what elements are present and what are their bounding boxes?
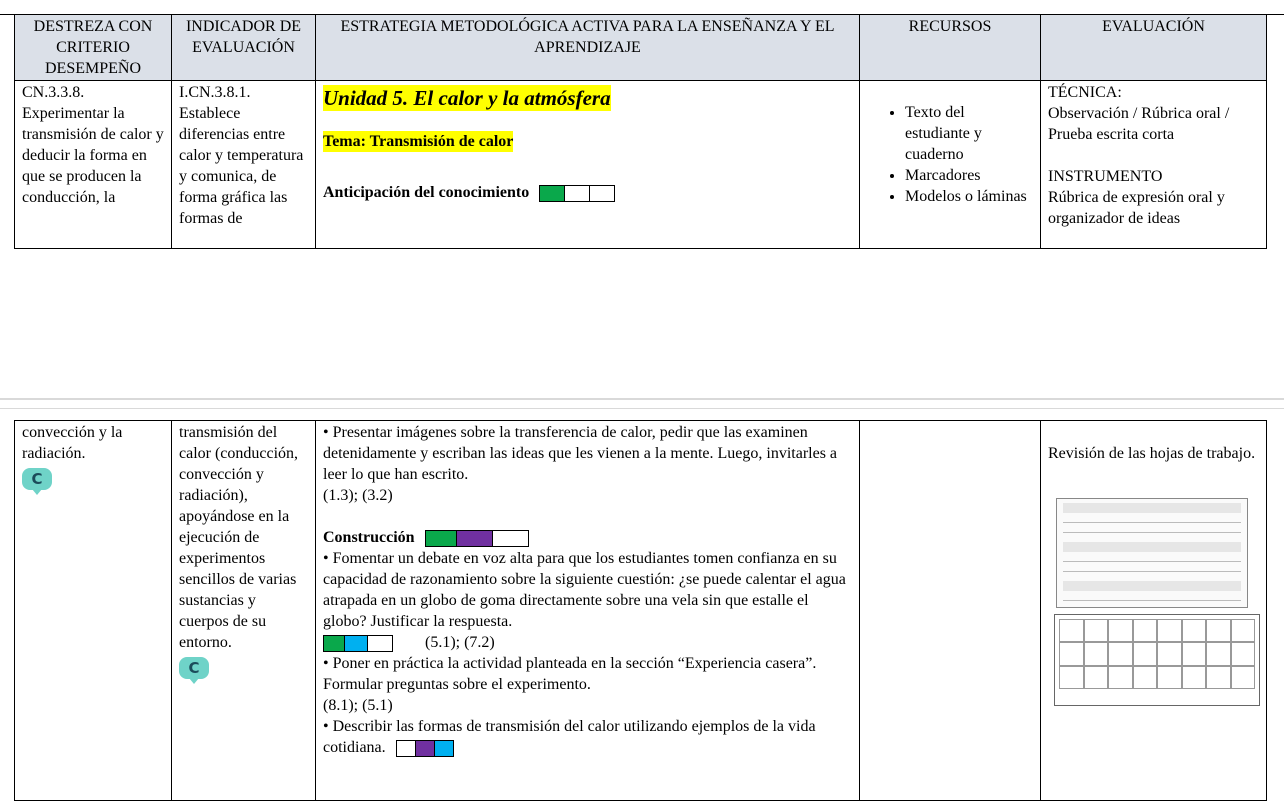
page-break-line [0,408,1284,409]
content-row-1 [15,81,1267,249]
activity-images: • Presentar imágenes sobre la transferencia de calor, pedir que las examinen detenidamente y escriban las ideas que les vienen a la mente. Luego, invitarles a leer lo que han escrito. [323,424,838,483]
topic-title: Tema: Transmisión de calor [323,133,514,150]
resource-item: • Modelos o láminas [905,186,1033,207]
lesson-plan-table-top [14,14,1267,249]
resource-item: • Marcadores [905,165,1033,186]
indicador-cell: I.CN.3.8.1. Establece diferencias entre calor y temperatura y comunica, de forma gráfica las formas de [172,81,316,249]
instrument-text: Rúbrica de expresión oral y organizador de ideas [1048,189,1225,227]
header-row [15,15,1267,81]
page-top-edge [0,0,1284,15]
evaluacion-cell [1041,81,1267,249]
progress-bar-debate [323,635,393,652]
page-break-line [0,398,1284,400]
header-destreza: DESTREZA CON CRITERIO DESEMPEÑO [15,15,172,81]
resources-list [867,102,1033,207]
progress-bar-anticipation [539,185,615,202]
recursos-cell [860,81,1041,249]
activity-refs: (1.3); (3.2) [323,487,393,504]
construction-label: Construcción [323,529,415,546]
indicador-cell-cont [172,421,316,801]
estrategia-cell [316,81,860,249]
indicador-text: transmisión del calor (conducción, convección y radiación), apoyándose en la ejecución de experimentos sencillos de varias sustancias y cuerpos de su entorno. [179,424,299,651]
content-row-2 [15,421,1267,801]
recursos-cell-cont [860,421,1041,801]
destreza-cell: CN.3.3.8. Experimentar la transmisión de calor y deducir la forma en que se producen la conducción, la [15,81,172,249]
activity-experiment: • Poner en práctica la actividad planteada en la sección “Experiencia casera”. Formular preguntas sobre el experimento. [323,655,817,693]
rubric-sheet-image [1056,498,1248,608]
technique-text: Observación / Rúbrica oral / Prueba escrita corta [1048,105,1230,143]
technique-label: TÉCNICA: [1048,84,1122,101]
homework-rubric-image [1054,614,1260,706]
progress-bar-describe [396,740,454,757]
header-recursos: RECURSOS [860,15,1041,81]
lesson-plan-table-continued [14,420,1267,801]
chat-c-icon: C [22,468,52,490]
header-estrategia: ESTRATEGIA METODOLÓGICA ACTIVA PARA LA ENSEÑANZA Y EL APRENDIZAJE [316,15,860,81]
activity-debate: • Fomentar un debate en voz alta para que los estudiantes tomen confianza en su capacidad de razonamiento sobre la siguiente cuestión: ¿se puede calentar el agua atrapada en un globo de goma directamente sobre una vela sin que estalle el globo? Justificar la respuesta. [323,550,846,630]
activity-describe: • Describir las formas de transmisión del calor utilizando ejemplos de la vida cotidiana. [323,718,816,756]
evaluation-text: Revisión de las hojas de trabajo. [1048,445,1256,462]
chat-c-icon: C [179,657,209,679]
instrument-label: INSTRUMENTO [1048,168,1163,185]
estrategia-cell-cont [316,421,860,801]
unit-title: Unidad 5. El calor y la atmósfera [323,86,611,110]
resource-item: • Texto del estudiante y cuaderno [905,102,1033,165]
anticipation-label: Anticipación del conocimiento [323,184,530,201]
header-indicador: INDICADOR DE EVALUACIÓN [172,15,316,81]
destreza-cell-cont [15,421,172,801]
destreza-text: convección y la radiación. [22,424,123,462]
progress-bar-construction [425,530,529,547]
header-evaluacion: EVALUACIÓN [1041,15,1267,81]
evaluacion-cell-cont [1041,421,1267,801]
activity-refs: (8.1); (5.1) [323,697,393,714]
activity-refs: (5.1); (7.2) [425,634,495,651]
